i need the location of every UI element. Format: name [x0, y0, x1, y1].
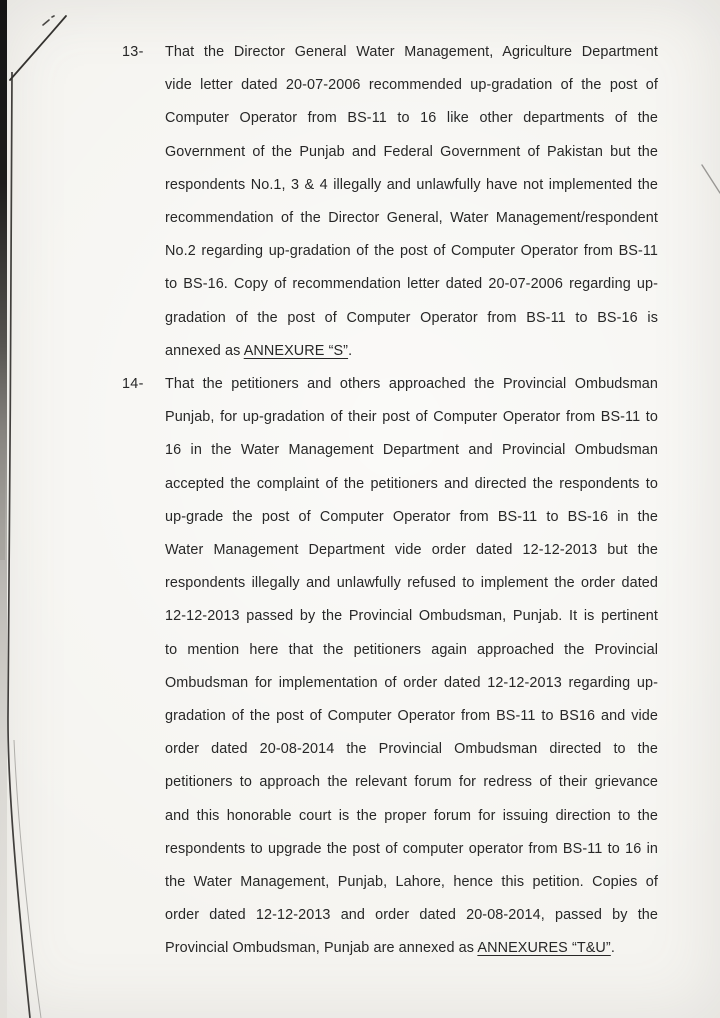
text-line: vide letter dated 20-07-2006 recommended up-gradation of the post of	[165, 77, 658, 94]
text-line: gradation of the post of Computer Operator from BS-11 to BS16 and vide	[165, 708, 658, 725]
left-edge-smudge	[0, 430, 5, 560]
text-line: recommendation of the Director General, Water Management/respondent	[165, 210, 658, 227]
fold-line	[8, 72, 30, 1018]
crease-line-top-left	[10, 16, 66, 80]
text-run: annexed as	[165, 342, 244, 359]
text-line: 16 in the Water Management Department and Provincial Ombudsman	[165, 442, 658, 459]
text-run: .	[348, 342, 353, 359]
text-line: Government of the Punjab and Federal Government of Pakistan but the	[165, 143, 658, 160]
text-line: to mention here that the petitioners again approached the Provincial	[165, 641, 658, 658]
text-line: 12-12-2013 passed by the Provincial Ombudsman, Punjab. It is pertinent	[165, 608, 658, 625]
text-line: Computer Operator from BS-11 to 16 like other departments of the	[165, 110, 658, 127]
paragraph-13	[122, 36, 658, 368]
text-line: Ombudsman for implementation of order dated 12-12-2013 regarding up-	[165, 674, 658, 691]
left-edge-scan-shadow	[0, 0, 7, 1018]
text-line: the Water Management, Punjab, Lahore, hence this petition. Copies of	[165, 874, 658, 891]
text-line: respondents illegally and unlawfully refused to implement the order dated	[165, 575, 658, 592]
text-run: Provincial Ombudsman, Punjab are annexed as	[165, 940, 478, 957]
text-line	[165, 932, 658, 965]
text-line: No.2 regarding up-gradation of the post of Computer Operator from BS-11	[165, 243, 658, 260]
paragraph-number: 13-	[122, 44, 144, 60]
text-line: to BS-16. Copy of recommendation letter dated 20-07-2006 regarding up-	[165, 276, 658, 293]
text-line: Water Management Department vide order dated 12-12-2013 but the	[165, 542, 658, 559]
annexure-s-reference: ANNEXURE “S”	[243, 342, 349, 359]
crease-dot	[52, 16, 54, 17]
text-run: .	[610, 940, 615, 957]
text-line: up-grade the post of Computer Operator from BS-11 to BS-16 in the	[165, 508, 658, 525]
text-line: order dated 20-08-2014 the Provincial Ombudsman directed to the	[165, 741, 658, 758]
crease-tick-mark	[43, 20, 49, 25]
paragraph-14	[122, 368, 658, 966]
text-line: That the Director General Water Management, Agriculture Department	[165, 44, 658, 60]
fold-line-echo	[14, 740, 41, 1018]
text-line: Punjab, for up-gradation of their post of Computer Operator from BS-11 to	[165, 409, 658, 426]
crease-line-right	[702, 165, 720, 193]
text-line: petitioners to approach the relevant forum for redress of their grievance	[165, 774, 658, 791]
text-line: That the petitioners and others approached the Provincial Ombudsman	[165, 376, 658, 393]
paragraph-text	[165, 36, 658, 368]
text-line: respondents No.1, 3 & 4 illegally and unlawfully have not implemented the	[165, 176, 658, 193]
text-line: gradation of the post of Computer Operator from BS-11 to BS-16 is	[165, 309, 658, 326]
text-line: order dated 12-12-2013 and order dated 20-08-2014, passed by the	[165, 907, 658, 924]
text-line: respondents to upgrade the post of computer operator from BS-11 to 16 in	[165, 840, 658, 857]
document-body	[122, 36, 658, 966]
text-line	[165, 335, 658, 368]
paragraph-number: 14-	[122, 376, 144, 393]
text-line: accepted the complaint of the petitioners and directed the respondents to	[165, 475, 658, 492]
paragraph-text	[165, 368, 658, 966]
annexures-tu-reference: ANNEXURES “T&U”	[477, 940, 611, 957]
text-line: and this honorable court is the proper forum for issuing direction to the	[165, 807, 658, 824]
